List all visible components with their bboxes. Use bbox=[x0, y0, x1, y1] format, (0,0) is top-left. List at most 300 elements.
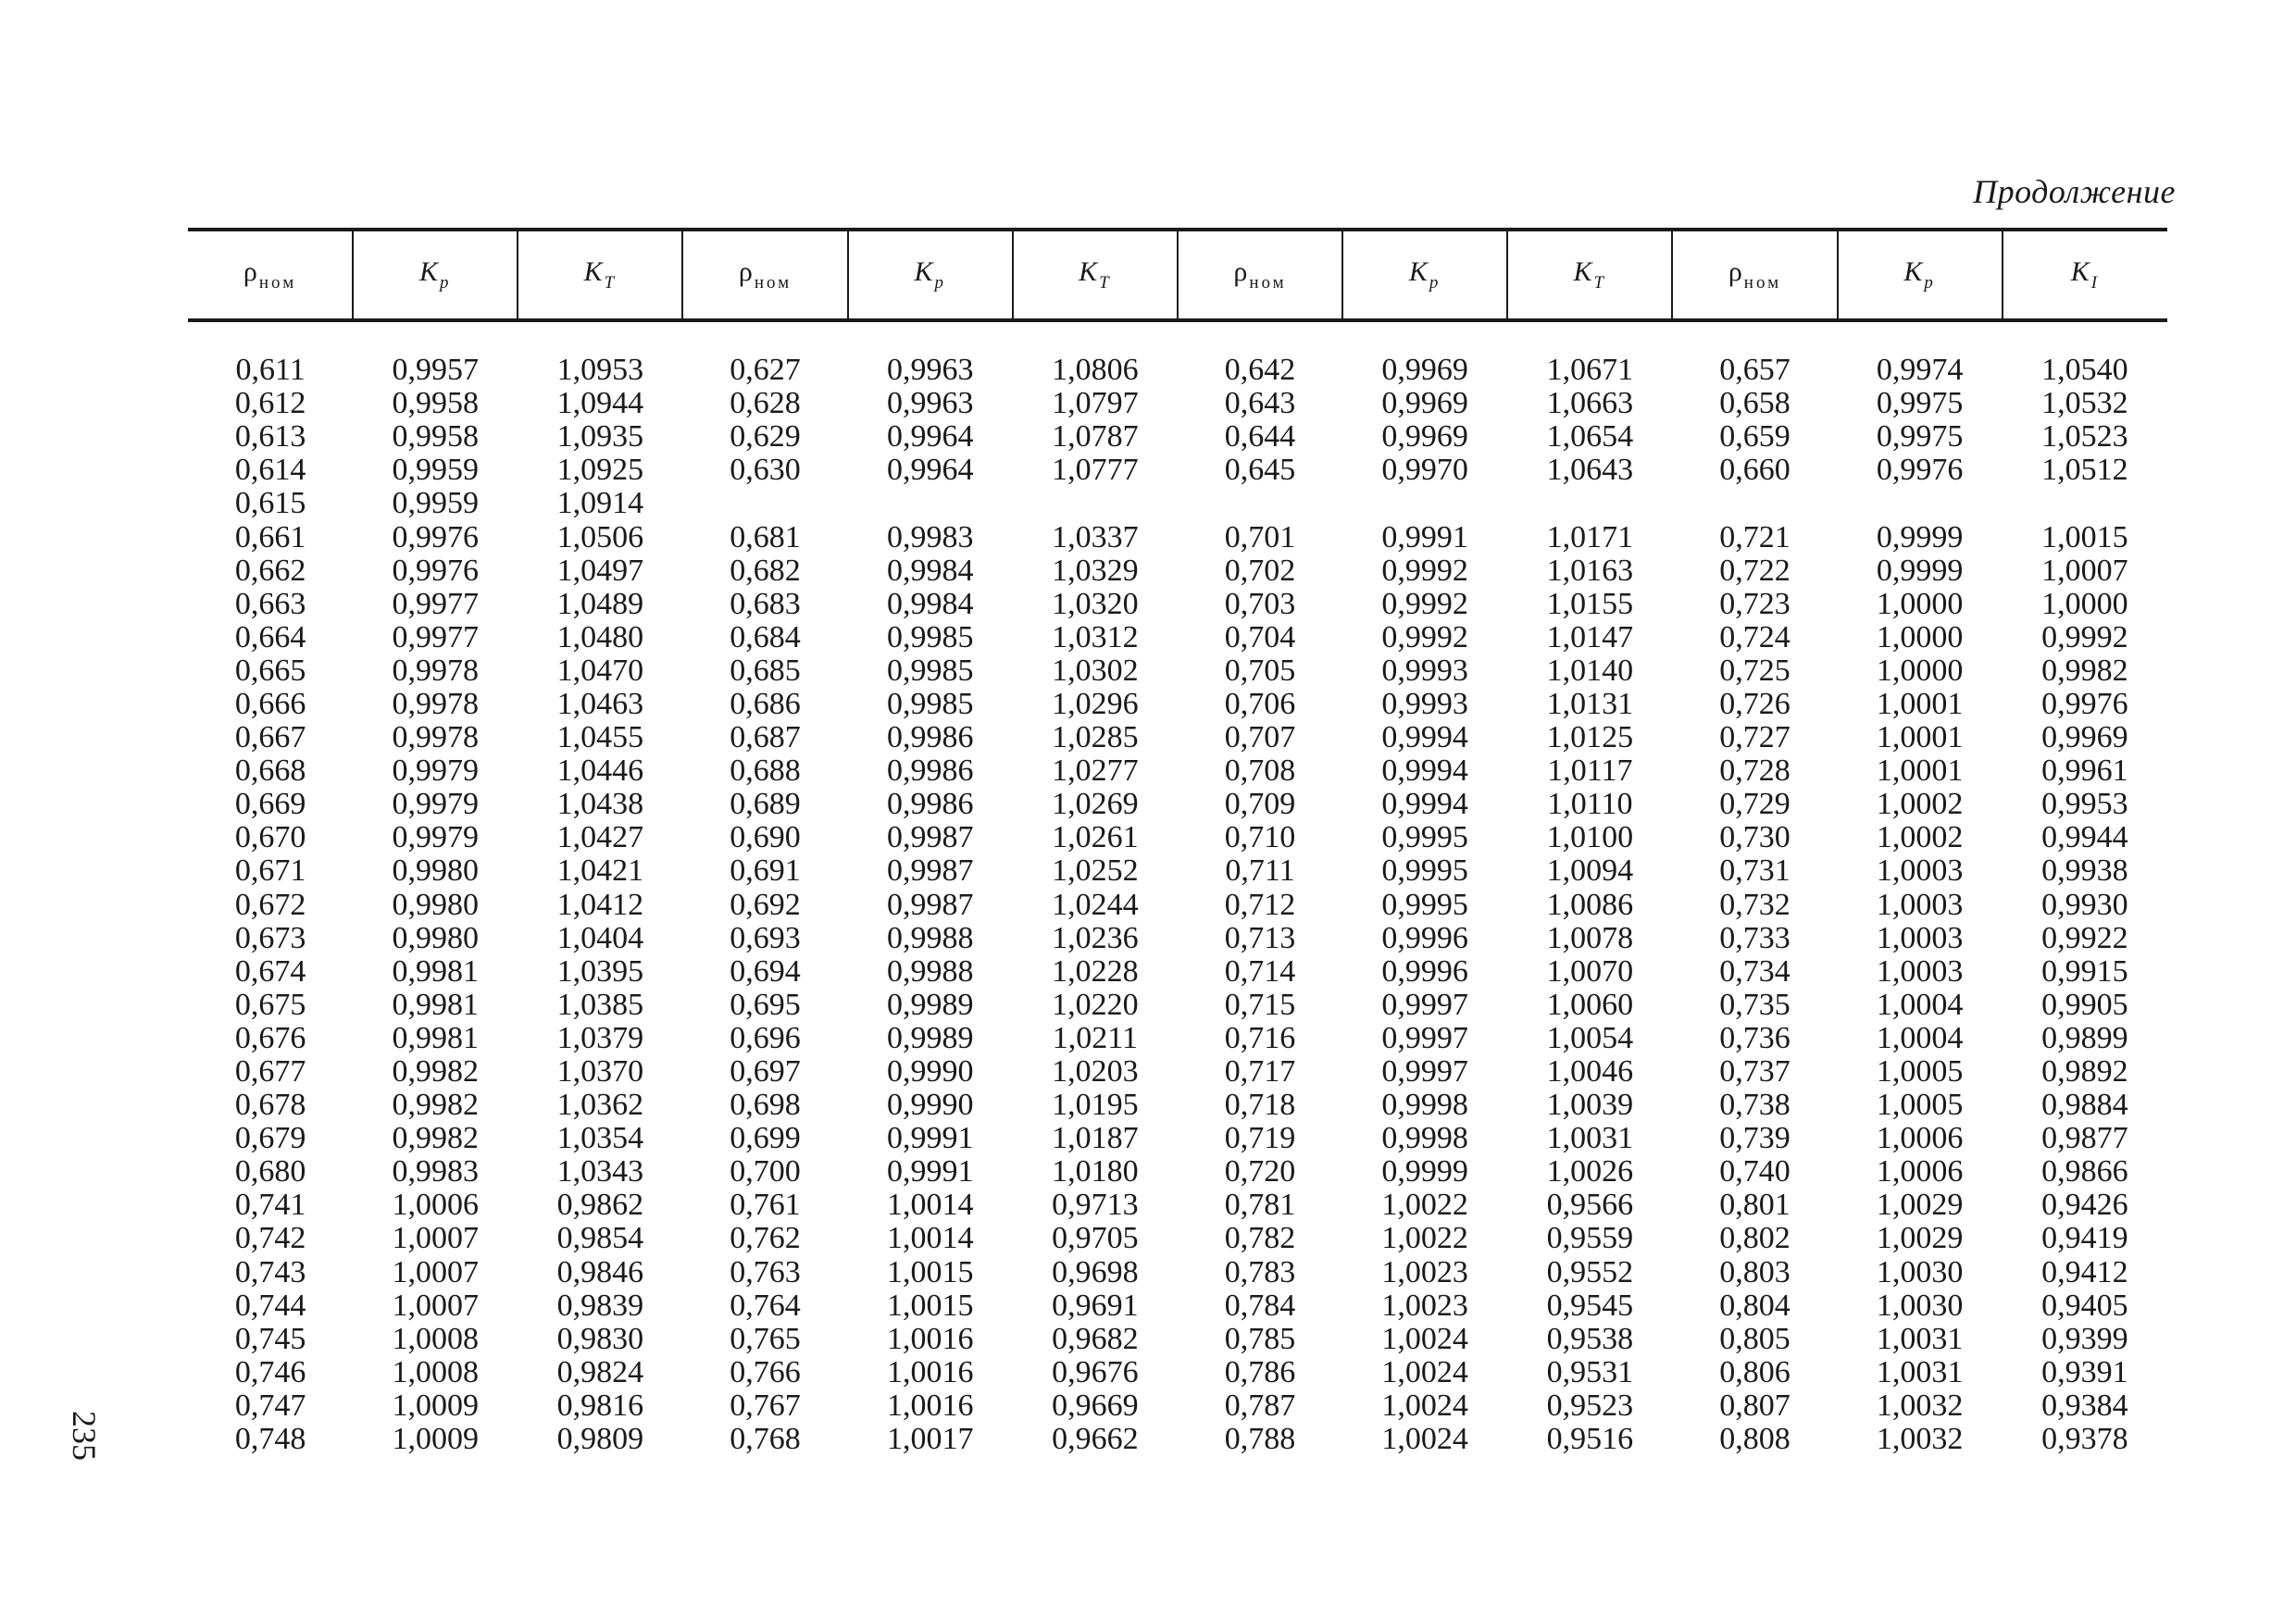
table-cell: 1,0354 bbox=[556, 1121, 644, 1156]
column-header-symbol: ρ bbox=[1233, 256, 1248, 287]
table-cell: 0,717 bbox=[1224, 1054, 1296, 1090]
table-cell: 0,9997 bbox=[1381, 1020, 1468, 1055]
table-cell: 0,9980 bbox=[392, 887, 479, 922]
table-cell: 0,9922 bbox=[2041, 920, 2128, 955]
table-row bbox=[188, 821, 2167, 854]
table-cell: 0,743 bbox=[234, 1254, 306, 1289]
table-cell: 0,699 bbox=[730, 1121, 801, 1156]
table-row bbox=[188, 520, 2167, 554]
table-cell: 1,0110 bbox=[1547, 787, 1633, 822]
table-row bbox=[188, 1289, 2167, 1323]
column-header-subscript: ном bbox=[258, 273, 297, 293]
table-cell: 1,0005 bbox=[1876, 1088, 1964, 1123]
column-header bbox=[1342, 230, 1507, 320]
table-cell: 1,0060 bbox=[1546, 987, 1634, 1022]
table-cell: 0,702 bbox=[1224, 553, 1296, 588]
table-cell: 0,667 bbox=[234, 720, 306, 755]
table-cell: 1,0925 bbox=[556, 453, 644, 488]
table-cell: 1,0004 bbox=[1876, 1020, 1964, 1055]
table-cell: 1,0006 bbox=[1876, 1121, 1964, 1156]
table-cell: 1,0016 bbox=[886, 1321, 974, 1356]
table-cell: 0,705 bbox=[1224, 653, 1296, 688]
table-cell: 1,0935 bbox=[556, 419, 644, 455]
table-cell: 0,628 bbox=[730, 386, 801, 421]
table-cell: 0,9958 bbox=[392, 419, 479, 455]
table-cell: 0,805 bbox=[1719, 1321, 1791, 1356]
table-cell: 0,9964 bbox=[886, 453, 974, 488]
table-cell: 1,0024 bbox=[1381, 1422, 1468, 1457]
table-cell: 0,9405 bbox=[2041, 1288, 2128, 1323]
table-cell: 0,669 bbox=[234, 787, 306, 822]
table-cell: 0,9959 bbox=[392, 453, 479, 488]
table-cell: 1,0014 bbox=[886, 1188, 974, 1223]
column-header bbox=[1178, 230, 1342, 320]
table-cell: 1,0015 bbox=[2041, 519, 2128, 554]
table-cell: 0,674 bbox=[234, 953, 306, 989]
table-cell: 0,9995 bbox=[1381, 853, 1468, 889]
table-cell: 0,688 bbox=[730, 753, 801, 789]
table-cell: 0,9992 bbox=[1381, 553, 1468, 588]
table-cell: 1,0404 bbox=[556, 920, 644, 955]
table-cell: 0,9986 bbox=[886, 787, 974, 822]
table-row bbox=[188, 454, 2167, 487]
table-cell: 1,0003 bbox=[1876, 920, 1964, 955]
table-cell: 0,9983 bbox=[886, 519, 974, 554]
table-cell: 1,0022 bbox=[1381, 1188, 1468, 1223]
column-header-subscript: T bbox=[604, 273, 618, 293]
table-cell: 1,0337 bbox=[1052, 519, 1139, 554]
column-header-symbol: K bbox=[418, 256, 438, 287]
table-cell: 0,707 bbox=[1224, 720, 1296, 755]
table-cell bbox=[1838, 487, 2003, 520]
table-cell: 1,0007 bbox=[392, 1254, 479, 1289]
column-header-symbol: K bbox=[2070, 256, 2090, 287]
table-cell: 0,9995 bbox=[1381, 887, 1468, 922]
table-cell: 0,9979 bbox=[392, 787, 479, 822]
table-cell: 0,747 bbox=[234, 1388, 306, 1423]
column-header-symbol: ρ bbox=[243, 256, 257, 287]
table-cell: 1,0008 bbox=[392, 1354, 479, 1389]
page-heading: Продолжение bbox=[1973, 173, 2176, 210]
header-row bbox=[188, 230, 2167, 320]
table-row bbox=[188, 1122, 2167, 1155]
data-table-wrapper bbox=[188, 228, 2167, 1456]
table-row bbox=[188, 788, 2167, 821]
table-cell: 0,9964 bbox=[886, 419, 974, 455]
table-cell: 0,9963 bbox=[886, 353, 974, 388]
table-cell: 0,9905 bbox=[2041, 987, 2128, 1022]
table-cell: 1,0024 bbox=[1381, 1354, 1468, 1389]
table-cell: 0,645 bbox=[1224, 453, 1296, 488]
column-header bbox=[1838, 230, 2003, 320]
table-cell: 1,0277 bbox=[1052, 753, 1139, 789]
table-cell: 1,0006 bbox=[1876, 1154, 1964, 1189]
data-table bbox=[188, 228, 2167, 1456]
table-cell: 1,0269 bbox=[1052, 787, 1139, 822]
table-cell: 1,0180 bbox=[1052, 1154, 1139, 1189]
table-cell: 1,0329 bbox=[1052, 553, 1139, 588]
table-cell: 1,0463 bbox=[556, 686, 644, 721]
table-cell: 0,9970 bbox=[1381, 453, 1468, 488]
table-cell: 1,0211 bbox=[1052, 1020, 1138, 1055]
table-cell: 1,0094 bbox=[1546, 853, 1634, 889]
table-cell: 0,9979 bbox=[392, 753, 479, 789]
table-cell: 0,9399 bbox=[2041, 1321, 2128, 1356]
table-cell: 1,0009 bbox=[392, 1422, 479, 1457]
table-cell: 0,683 bbox=[730, 586, 801, 621]
table-cell: 0,680 bbox=[234, 1154, 306, 1189]
table-cell: 1,0086 bbox=[1546, 887, 1634, 922]
table-cell: 0,807 bbox=[1719, 1388, 1791, 1423]
table-cell: 0,9993 bbox=[1381, 686, 1468, 721]
table-row bbox=[188, 1055, 2167, 1089]
table-cell: 1,0806 bbox=[1052, 353, 1139, 388]
table-cell: 1,0100 bbox=[1546, 820, 1634, 855]
table-cell: 0,9986 bbox=[886, 753, 974, 789]
table-cell: 0,685 bbox=[730, 653, 801, 688]
table-cell: 0,677 bbox=[234, 1054, 306, 1090]
table-cell: 0,784 bbox=[1224, 1288, 1296, 1323]
table-cell: 0,9915 bbox=[2041, 953, 2128, 989]
table-row bbox=[188, 854, 2167, 888]
table-cell: 0,9566 bbox=[1546, 1188, 1634, 1223]
table-cell: 1,0296 bbox=[1052, 686, 1139, 721]
table-cell: 0,782 bbox=[1224, 1221, 1296, 1256]
table-cell: 0,670 bbox=[234, 820, 306, 855]
table-cell: 1,0261 bbox=[1052, 820, 1139, 855]
table-row bbox=[188, 1022, 2167, 1055]
table-cell: 0,9378 bbox=[2041, 1422, 2128, 1457]
header-spacer bbox=[188, 320, 2167, 354]
table-cell: 0,725 bbox=[1719, 653, 1791, 688]
table-cell: 0,9996 bbox=[1381, 953, 1468, 989]
table-cell: 0,9552 bbox=[1546, 1254, 1634, 1289]
column-header-symbol: K bbox=[1079, 256, 1098, 287]
table-cell: 0,722 bbox=[1719, 553, 1791, 588]
table-row bbox=[188, 354, 2167, 387]
table-cell: 0,9986 bbox=[886, 720, 974, 755]
table-cell: 1,0117 bbox=[1547, 753, 1633, 789]
table-cell: 0,697 bbox=[730, 1054, 801, 1090]
table-cell: 1,0671 bbox=[1546, 353, 1634, 388]
table-cell: 0,9969 bbox=[1381, 419, 1468, 455]
table-cell: 0,9426 bbox=[2041, 1188, 2128, 1223]
table-cell: 0,9992 bbox=[2041, 619, 2128, 654]
table-cell: 1,0032 bbox=[1876, 1422, 1964, 1457]
table-cell: 0,720 bbox=[1224, 1154, 1296, 1189]
table-cell: 1,0030 bbox=[1876, 1288, 1964, 1323]
table-cell: 0,745 bbox=[234, 1321, 306, 1356]
table-cell: 1,0003 bbox=[1876, 853, 1964, 889]
table-cell: 0,781 bbox=[1224, 1188, 1296, 1223]
table-cell: 1,0016 bbox=[886, 1354, 974, 1389]
table-cell: 0,691 bbox=[730, 853, 801, 889]
table-cell: 0,630 bbox=[730, 453, 801, 488]
table-cell: 0,615 bbox=[234, 486, 306, 521]
table-header bbox=[188, 230, 2167, 320]
table-cell: 0,728 bbox=[1719, 753, 1791, 789]
table-cell: 0,9978 bbox=[392, 720, 479, 755]
column-header bbox=[682, 230, 847, 320]
table-cell: 1,0000 bbox=[1876, 619, 1964, 654]
table-cell: 1,0024 bbox=[1381, 1388, 1468, 1423]
table-cell: 0,808 bbox=[1719, 1422, 1791, 1457]
table-cell: 0,9669 bbox=[1052, 1388, 1139, 1423]
table-cell: 0,9809 bbox=[556, 1422, 644, 1457]
table-cell: 1,0007 bbox=[2041, 553, 2128, 588]
table-cell: 0,9854 bbox=[556, 1221, 644, 1256]
table-cell: 0,692 bbox=[730, 887, 801, 922]
table-cell: 0,673 bbox=[234, 920, 306, 955]
table-cell: 0,665 bbox=[234, 653, 306, 688]
table-cell: 1,0031 bbox=[1876, 1321, 1964, 1356]
column-header-subscript: p bbox=[439, 273, 452, 293]
table-cell: 0,9991 bbox=[1381, 519, 1468, 554]
table-cell bbox=[1672, 487, 1837, 520]
table-cell: 0,695 bbox=[730, 987, 801, 1022]
table-cell: 0,768 bbox=[730, 1422, 801, 1457]
table-body bbox=[188, 320, 2167, 1456]
table-cell: 1,0007 bbox=[392, 1221, 479, 1256]
table-cell: 0,9977 bbox=[392, 586, 479, 621]
column-header bbox=[188, 230, 353, 320]
table-cell: 1,0220 bbox=[1052, 987, 1139, 1022]
table-cell: 0,9990 bbox=[886, 1088, 974, 1123]
table-cell: 1,0016 bbox=[886, 1388, 974, 1423]
table-cell: 0,9978 bbox=[392, 653, 479, 688]
table-cell: 0,785 bbox=[1224, 1321, 1296, 1356]
table-cell: 0,9994 bbox=[1381, 720, 1468, 755]
table-row bbox=[188, 688, 2167, 721]
table-cell: 0,9999 bbox=[1876, 519, 1964, 554]
table-cell: 0,9975 bbox=[1876, 419, 1964, 455]
table-cell: 0,9999 bbox=[1381, 1154, 1468, 1189]
table-cell: 0,9976 bbox=[392, 553, 479, 588]
table-cell: 0,678 bbox=[234, 1088, 306, 1123]
table-cell: 0,9676 bbox=[1052, 1354, 1139, 1389]
table-cell: 0,9419 bbox=[2041, 1221, 2128, 1256]
table-cell: 0,761 bbox=[730, 1188, 801, 1223]
table-cell: 0,9892 bbox=[2041, 1054, 2128, 1090]
table-row bbox=[188, 889, 2167, 922]
table-cell: 0,701 bbox=[1224, 519, 1296, 554]
table-cell: 0,762 bbox=[730, 1221, 801, 1256]
table-cell: 0,9958 bbox=[392, 386, 479, 421]
table-cell: 0,718 bbox=[1224, 1088, 1296, 1123]
table-cell: 0,9997 bbox=[1381, 987, 1468, 1022]
table-cell: 0,9824 bbox=[556, 1354, 644, 1389]
table-row bbox=[188, 654, 2167, 688]
table-cell: 0,9976 bbox=[1876, 453, 1964, 488]
table-cell: 0,9994 bbox=[1381, 753, 1468, 789]
table-cell: 0,9980 bbox=[392, 853, 479, 889]
table-cell: 0,9987 bbox=[886, 887, 974, 922]
table-cell: 0,765 bbox=[730, 1321, 801, 1356]
table-cell: 0,9976 bbox=[392, 519, 479, 554]
table-cell: 1,0024 bbox=[1381, 1321, 1468, 1356]
table-cell bbox=[1178, 487, 1342, 520]
table-cell: 0,9545 bbox=[1546, 1288, 1634, 1323]
table-cell: 0,721 bbox=[1719, 519, 1791, 554]
table-cell: 0,9877 bbox=[2041, 1121, 2128, 1156]
column-header-subscript: T bbox=[1099, 273, 1112, 293]
table-cell: 0,9977 bbox=[392, 619, 479, 654]
table-cell: 0,802 bbox=[1719, 1221, 1791, 1256]
table-row bbox=[188, 554, 2167, 588]
table-cell: 0,9982 bbox=[392, 1121, 479, 1156]
table-cell: 1,0003 bbox=[1876, 887, 1964, 922]
table-cell: 1,0455 bbox=[556, 720, 644, 755]
table-cell: 0,786 bbox=[1224, 1354, 1296, 1389]
table-cell: 1,0187 bbox=[1052, 1121, 1139, 1156]
table-cell: 0,9996 bbox=[1381, 920, 1468, 955]
table-cell: 0,9974 bbox=[1876, 353, 1964, 388]
table-row bbox=[188, 1089, 2167, 1122]
table-cell: 0,9538 bbox=[1546, 1321, 1634, 1356]
table-cell: 0,694 bbox=[730, 953, 801, 989]
table-cell: 1,0001 bbox=[1876, 753, 1964, 789]
table-cell: 0,9994 bbox=[1381, 787, 1468, 822]
table-cell: 0,729 bbox=[1719, 787, 1791, 822]
table-cell: 1,0480 bbox=[556, 619, 644, 654]
table-cell: 0,9989 bbox=[886, 987, 974, 1022]
table-cell: 1,0023 bbox=[1381, 1288, 1468, 1323]
table-cell: 0,9953 bbox=[2041, 787, 2128, 822]
table-cell: 0,642 bbox=[1224, 353, 1296, 388]
table-row bbox=[188, 721, 2167, 754]
table-cell: 1,0914 bbox=[556, 486, 644, 521]
table-cell: 0,724 bbox=[1719, 619, 1791, 654]
table-cell: 0,614 bbox=[234, 453, 306, 488]
table-row bbox=[188, 1256, 2167, 1289]
table-cell: 0,744 bbox=[234, 1288, 306, 1323]
table-cell: 1,0470 bbox=[556, 653, 644, 688]
table-cell: 0,9957 bbox=[392, 353, 479, 388]
table-cell: 0,803 bbox=[1719, 1254, 1791, 1289]
table-cell: 1,0654 bbox=[1546, 419, 1634, 455]
table-cell: 1,0001 bbox=[1876, 686, 1964, 721]
table-cell: 0,668 bbox=[234, 753, 306, 789]
table-cell: 1,0489 bbox=[556, 586, 644, 621]
table-cell: 0,611 bbox=[235, 353, 306, 388]
table-cell: 1,0385 bbox=[556, 987, 644, 1022]
table-row bbox=[188, 621, 2167, 654]
table-cell: 0,9990 bbox=[886, 1054, 974, 1090]
table-cell: 0,9987 bbox=[886, 820, 974, 855]
table-cell: 0,613 bbox=[234, 419, 306, 455]
table-cell: 0,703 bbox=[1224, 586, 1296, 621]
table-cell: 0,767 bbox=[730, 1388, 801, 1423]
table-cell: 0,9944 bbox=[2041, 820, 2128, 855]
table-cell: 1,0131 bbox=[1546, 686, 1634, 721]
table-cell: 0,9982 bbox=[2041, 653, 2128, 688]
table-cell: 0,657 bbox=[1719, 353, 1791, 388]
table-cell: 1,0039 bbox=[1546, 1088, 1634, 1123]
table-cell: 1,0446 bbox=[556, 753, 644, 789]
table-cell: 0,9412 bbox=[2041, 1254, 2128, 1289]
table-cell: 0,662 bbox=[234, 553, 306, 588]
table-cell: 0,9384 bbox=[2041, 1388, 2128, 1423]
column-header-subscript: p bbox=[1924, 273, 1936, 293]
table-cell: 0,711 bbox=[1225, 853, 1295, 889]
table-cell: 1,0643 bbox=[1546, 453, 1634, 488]
table-cell: 0,9969 bbox=[1381, 353, 1468, 388]
table-cell: 0,9559 bbox=[1546, 1221, 1634, 1256]
table-cell: 1,0125 bbox=[1546, 720, 1634, 755]
table-cell: 0,9980 bbox=[392, 920, 479, 955]
table-cell: 1,0171 bbox=[1546, 519, 1634, 554]
table-cell: 0,682 bbox=[730, 553, 801, 588]
table-cell: 1,0244 bbox=[1052, 887, 1139, 922]
column-header bbox=[1672, 230, 1837, 320]
table-cell: 0,9698 bbox=[1052, 1254, 1139, 1289]
table-cell bbox=[1342, 487, 1507, 520]
table-cell bbox=[1507, 487, 1672, 520]
column-header-subscript: ном bbox=[1743, 273, 1782, 293]
table-cell: 0,661 bbox=[234, 519, 306, 554]
table-cell: 0,715 bbox=[1224, 987, 1296, 1022]
table-row bbox=[188, 1423, 2167, 1456]
table-row bbox=[188, 487, 2167, 520]
table-row bbox=[188, 1323, 2167, 1356]
table-cell: 0,9989 bbox=[886, 1020, 974, 1055]
table-cell: 0,9938 bbox=[2041, 853, 2128, 889]
table-cell: 1,0032 bbox=[1876, 1388, 1964, 1423]
column-header-symbol: K bbox=[1903, 256, 1923, 287]
table-cell: 0,9987 bbox=[886, 853, 974, 889]
table-cell: 0,9662 bbox=[1052, 1422, 1139, 1457]
table-cell: 0,806 bbox=[1719, 1354, 1791, 1389]
table-cell: 0,9713 bbox=[1052, 1188, 1139, 1223]
table-cell: 0,9884 bbox=[2041, 1088, 2128, 1123]
table-cell: 0,644 bbox=[1224, 419, 1296, 455]
table-cell: 0,742 bbox=[234, 1221, 306, 1256]
table-cell: 0,679 bbox=[234, 1121, 306, 1156]
table-cell: 1,0070 bbox=[1546, 953, 1634, 989]
table-cell bbox=[682, 487, 847, 520]
table-cell: 0,9816 bbox=[556, 1388, 644, 1423]
table-cell: 1,0438 bbox=[556, 787, 644, 822]
table-cell: 0,9995 bbox=[1381, 820, 1468, 855]
column-header-subscript: ном bbox=[1249, 273, 1287, 293]
table-cell: 0,9839 bbox=[556, 1288, 644, 1323]
table-cell: 0,787 bbox=[1224, 1388, 1296, 1423]
column-header bbox=[1507, 230, 1672, 320]
table-row bbox=[188, 1222, 2167, 1255]
table-cell: 0,727 bbox=[1719, 720, 1791, 755]
table-cell: 1,0523 bbox=[2041, 419, 2128, 455]
table-cell: 1,0953 bbox=[556, 353, 644, 388]
table-row bbox=[188, 420, 2167, 454]
table-cell: 0,734 bbox=[1719, 953, 1791, 989]
table-cell bbox=[2003, 487, 2167, 520]
table-cell: 0,706 bbox=[1224, 686, 1296, 721]
table-cell: 0,9930 bbox=[2041, 887, 2128, 922]
table-cell: 0,690 bbox=[730, 820, 801, 855]
table-cell: 1,0017 bbox=[886, 1422, 974, 1457]
table-cell: 0,710 bbox=[1224, 820, 1296, 855]
table-cell: 1,0014 bbox=[886, 1221, 974, 1256]
table-cell: 0,9899 bbox=[2041, 1020, 2128, 1055]
table-cell: 1,0015 bbox=[886, 1254, 974, 1289]
table-cell: 1,0343 bbox=[556, 1154, 644, 1189]
table-cell: 0,9992 bbox=[1381, 619, 1468, 654]
table-cell: 0,9682 bbox=[1052, 1321, 1139, 1356]
table-cell: 0,687 bbox=[730, 720, 801, 755]
table-cell: 0,658 bbox=[1719, 386, 1791, 421]
table-cell: 0,9981 bbox=[392, 987, 479, 1022]
table-cell: 0,693 bbox=[730, 920, 801, 955]
